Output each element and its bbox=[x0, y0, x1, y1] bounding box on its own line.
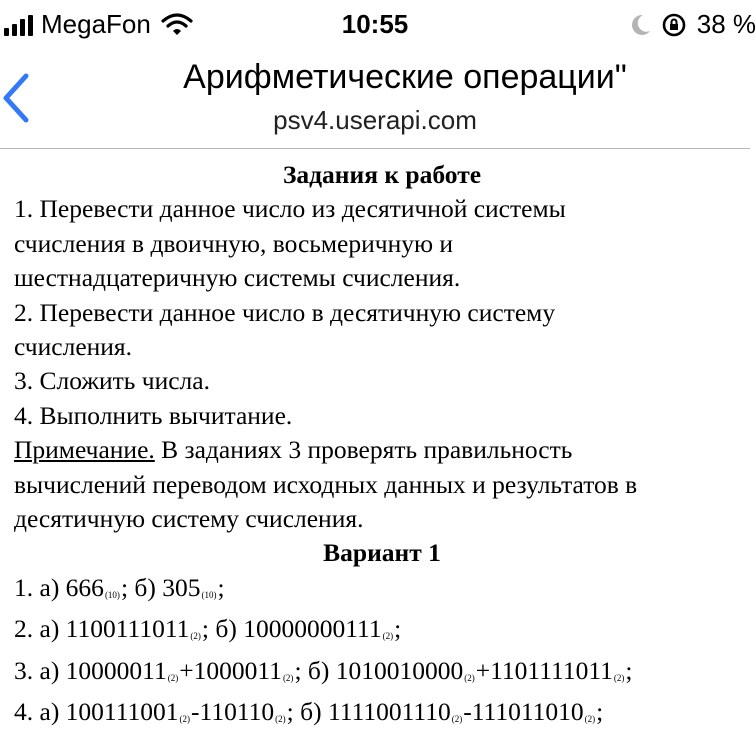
base-subscript: (2) bbox=[282, 672, 294, 683]
base-subscript: (10) bbox=[104, 589, 120, 600]
task-line: счисления в двоичную, восьмеричную и bbox=[14, 228, 454, 258]
answer-line bbox=[14, 571, 750, 612]
section-heading: Задания к работе bbox=[282, 160, 482, 189]
note-text: В заданиях 3 проверять правильность bbox=[154, 435, 573, 465]
answer-text: ; bbox=[596, 697, 604, 727]
task-line: 1. Перевести данное число из десятичной системы bbox=[14, 194, 566, 224]
note-label: Примечание. bbox=[14, 435, 155, 465]
base-subscript: (2) bbox=[613, 672, 625, 683]
note-line: десятичную систему счисления. bbox=[14, 504, 364, 534]
status-right bbox=[629, 9, 756, 40]
answer-text: 2. а) 1100111011 bbox=[14, 614, 190, 644]
base-subscript: (2) bbox=[179, 714, 191, 725]
task-line: шестнадцатеричную системы счисления. bbox=[14, 263, 461, 293]
base-subscript: (2) bbox=[167, 672, 179, 683]
page-title: Арифметические операции" bbox=[183, 58, 627, 96]
answer-line bbox=[14, 654, 750, 695]
answer-text: 4. а) 100111001 bbox=[14, 697, 179, 727]
answer-line bbox=[14, 612, 750, 653]
base-subscript: (2) bbox=[190, 631, 201, 642]
answer-text: 3. а) 10000011 bbox=[14, 655, 167, 685]
browser-header bbox=[0, 48, 750, 149]
answer-text: ; б) 1010010000 bbox=[294, 655, 464, 685]
answer-text: ; bbox=[394, 614, 402, 644]
orientation-lock-icon bbox=[661, 12, 687, 38]
task-line: 2. Перевести данное число в десятичную систему bbox=[14, 297, 556, 327]
answer-text: +1000011 bbox=[179, 655, 282, 685]
note-line: вычислений переводом исходных данных и результатов в bbox=[14, 469, 638, 499]
base-subscript: (2) bbox=[464, 672, 475, 683]
task-line: 3. Сложить числа. bbox=[14, 366, 210, 396]
answer-text: +1101111011 bbox=[475, 655, 613, 685]
base-subscript: (2) bbox=[382, 631, 394, 642]
task-line: 4. Выполнить вычитание. bbox=[14, 400, 293, 430]
base-subscript: (10) bbox=[201, 589, 217, 600]
moon-icon bbox=[629, 13, 651, 37]
base-subscript: (2) bbox=[275, 714, 286, 725]
answer-text: ; б) 1111001110 bbox=[286, 697, 451, 727]
answer-text: 1. а) 666 bbox=[14, 572, 104, 602]
carrier-name: MegaFon bbox=[41, 9, 151, 39]
task-line: счисления. bbox=[14, 332, 133, 362]
answer-text: -111011010 bbox=[463, 697, 584, 727]
answer-text: ; б) 10000000111 bbox=[201, 614, 382, 644]
answer-text: ; bbox=[217, 572, 225, 602]
note-line bbox=[14, 433, 750, 467]
answer-line bbox=[14, 695, 750, 736]
page-url[interactable]: psv4.userapi.com bbox=[273, 105, 477, 135]
battery-percent: 38 % bbox=[696, 9, 756, 39]
base-subscript: (2) bbox=[451, 714, 463, 725]
document-content bbox=[14, 158, 750, 737]
base-subscript: (2) bbox=[584, 714, 596, 725]
answers-list bbox=[14, 571, 750, 737]
answer-text: ; б) 305 bbox=[120, 572, 201, 602]
answer-text: -110110 bbox=[191, 697, 275, 727]
clock: 10:55 bbox=[341, 9, 409, 39]
answer-text: ; bbox=[625, 655, 633, 685]
variant-heading: Вариант 1 bbox=[323, 538, 441, 568]
status-bar bbox=[0, 0, 756, 48]
